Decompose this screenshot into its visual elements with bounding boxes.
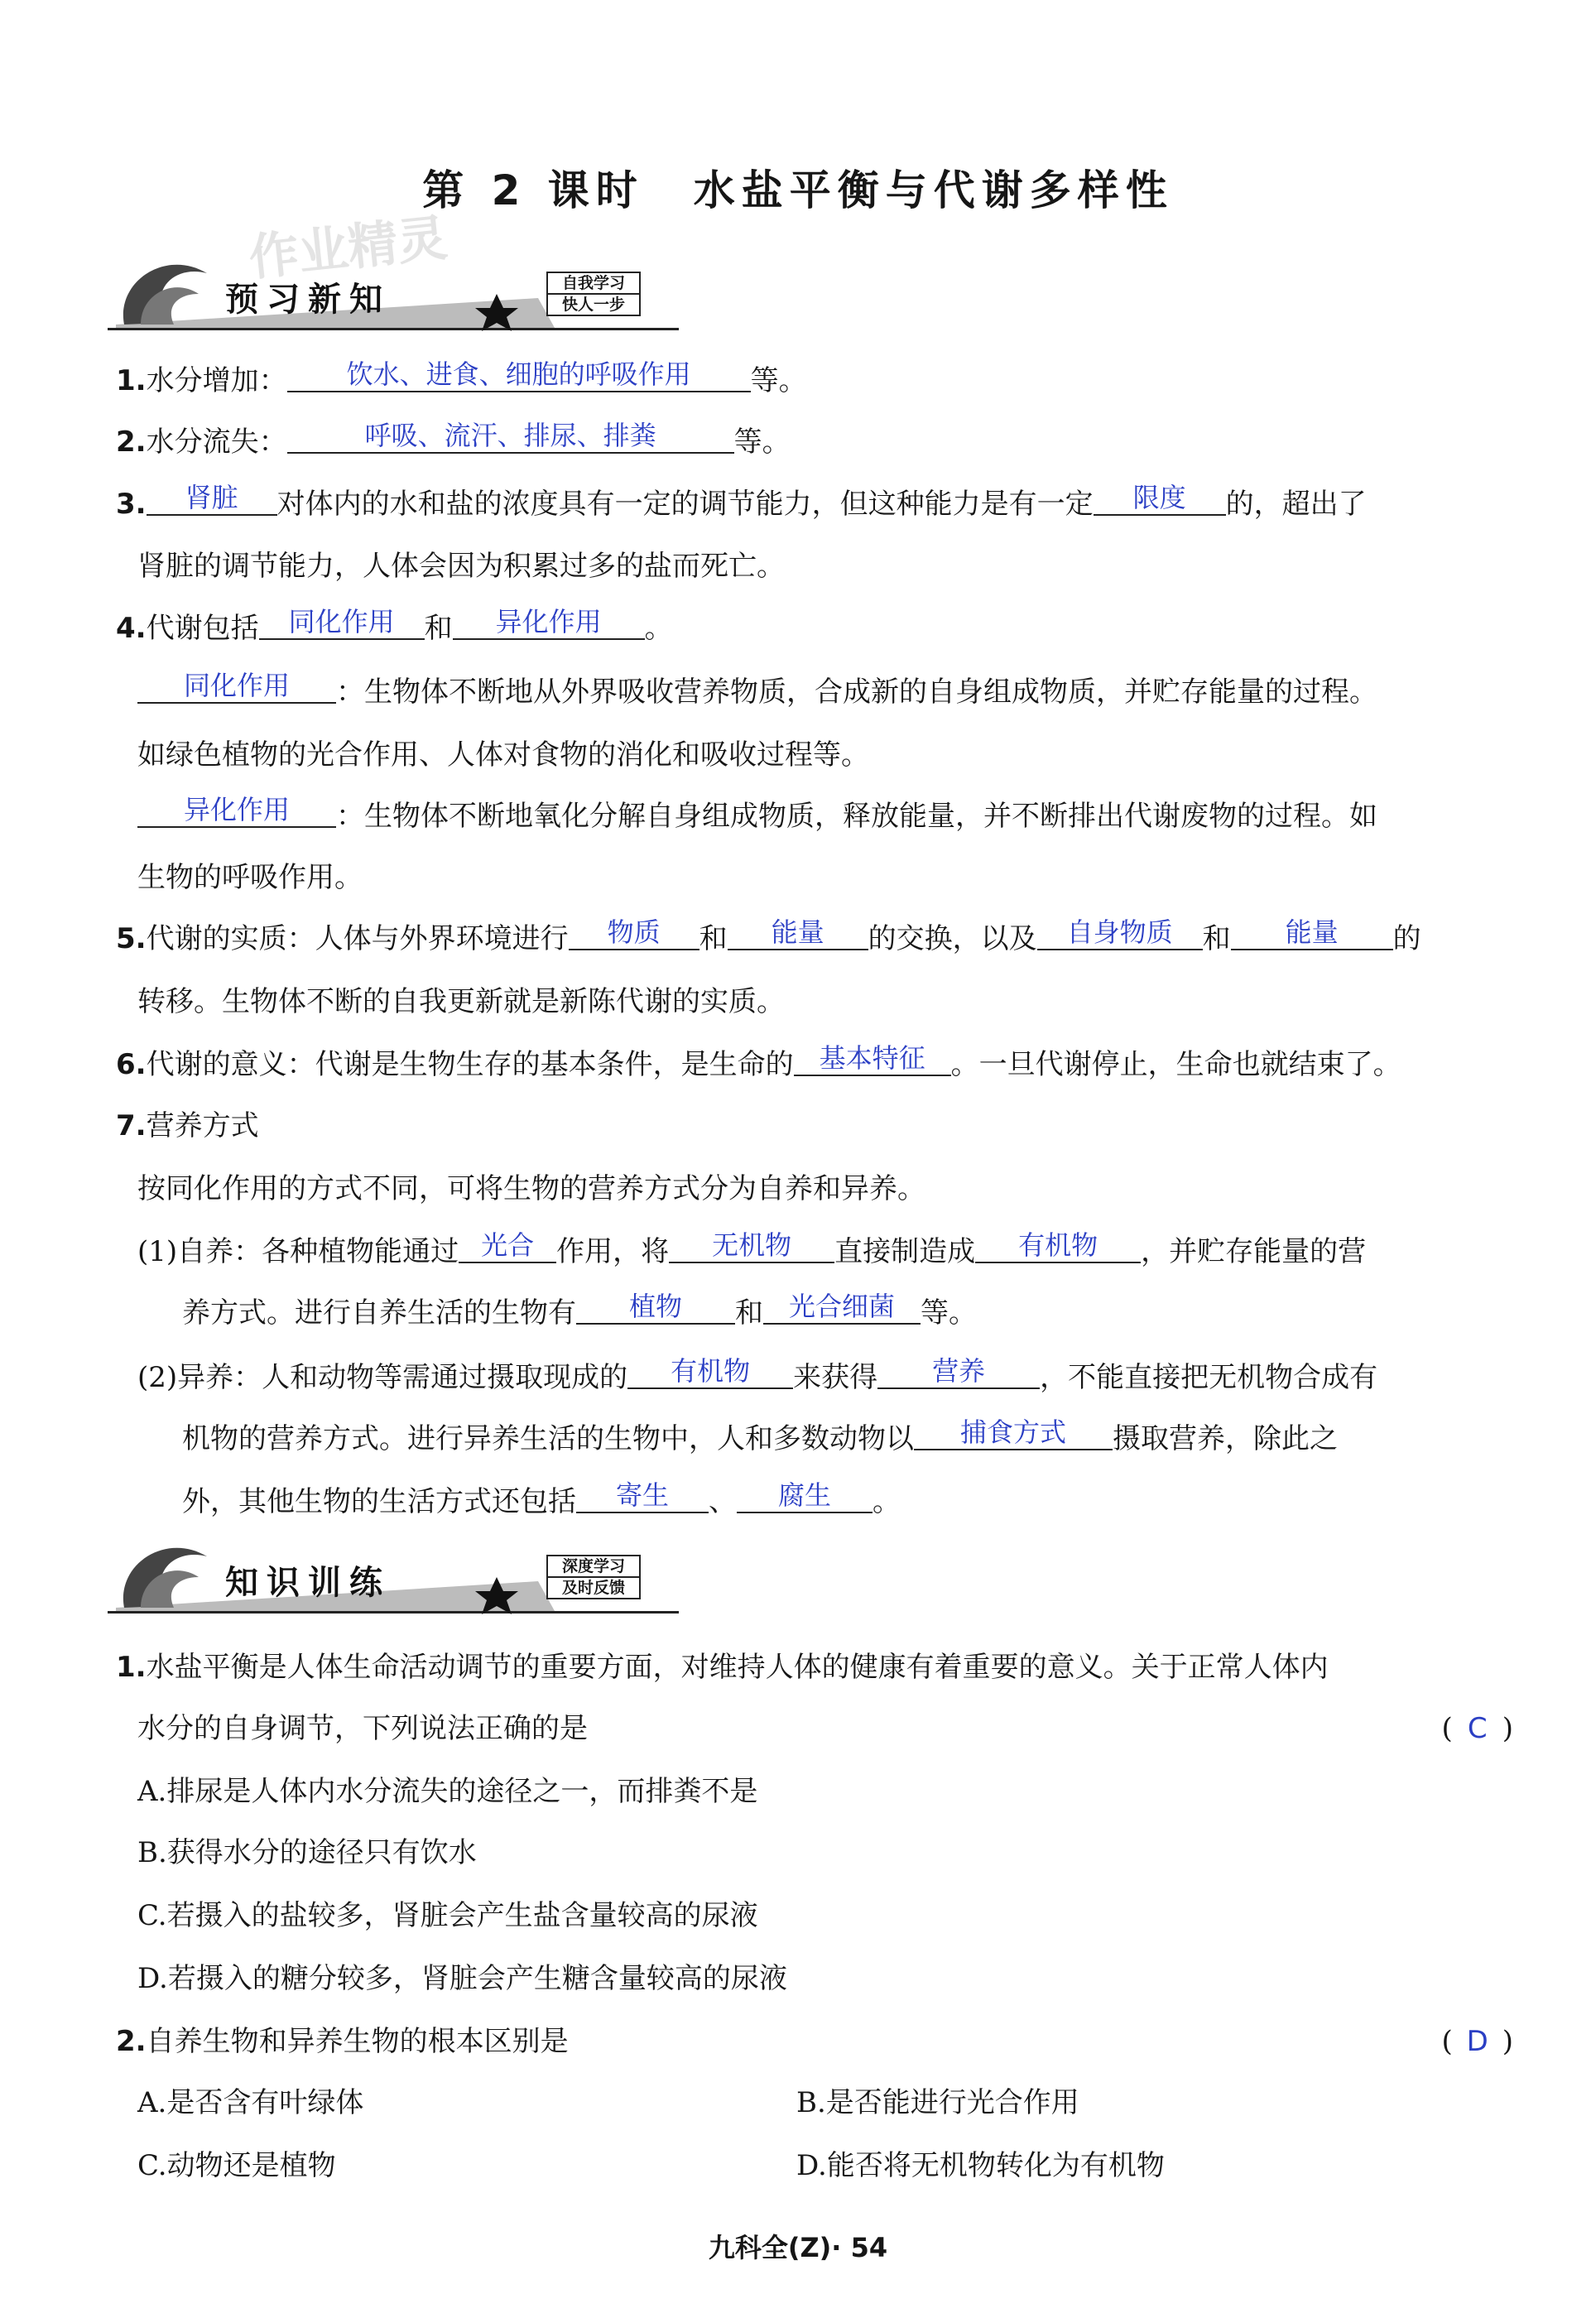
preview-q7-p1 [137,1229,1513,1272]
answer-blank: 能量 [728,916,868,950]
section-badge-preview [546,272,641,316]
preview-q7-p2-line2 [182,1416,1513,1459]
question-number: 7. [116,1109,147,1142]
question-number: 3. [116,488,147,521]
answer-blank: 物质 [569,916,699,950]
question-text: 。一旦代谢停止，生命也就结束了。 [950,1048,1401,1081]
footer-book: 九科全(Z)· [708,2232,842,2263]
preview-q4-def1 [137,672,1513,712]
preview-q7 [116,1106,1513,1146]
option-d: D.能否将无机物转化为有机物 [796,2149,1165,2182]
question-text: ，并贮存能量的营 [1141,1235,1367,1268]
question-text: 、 [709,1485,737,1518]
answer-bracket: ( D ) [1441,2022,1513,2061]
question-text: 和 [735,1296,763,1330]
answer-blank: 无机物 [669,1229,834,1263]
question-text: 。 [644,612,673,645]
question-text: 和 [699,922,728,955]
answer-blank: 植物 [576,1290,735,1325]
badge-line-1: 深度学习 [561,1557,625,1575]
option-b: B.获得水分的途径只有饮水 [137,1836,477,1869]
question-text: 。 [873,1485,901,1518]
question-text: 水分增加： [146,364,287,397]
answer-blank: 限度 [1094,481,1226,516]
question-text: 和 [424,612,453,645]
preview-q5-line2: 转移。生物体不断的自我更新就是新陈代谢的实质。 [137,985,785,1018]
training-q2 [116,2022,1513,2061]
question-text: 代谢的意义：代谢是生物生存的基本条件，是生命的 [146,1048,794,1081]
section-title-training: 知识训练 [225,1564,391,1602]
question-text: 营养方式 [146,1109,259,1142]
answer-blank: 呼吸、流汗、排尿、排粪 [287,419,734,454]
badge-line-2: 及时反馈 [548,1576,639,1598]
watermark: 作业精灵 [246,209,450,288]
answer-blank: 光合 [459,1229,556,1263]
question-text: 机物的营养方式。进行异养生活的生物中，人和多数动物以 [182,1422,914,1455]
question-text: 对体内的水和盐的浓度具有一定的调节能力，但这种能力是有一定 [276,488,1094,521]
question-text: 等。 [733,426,791,459]
answer-blank: 饮水、进食、细胞的呼吸作用 [287,358,751,392]
question-number: 1. [116,1651,147,1684]
question-text: 和 [1202,922,1231,955]
preview-q7-p2-line3 [182,1479,1513,1522]
answer-blank: 有机物 [627,1354,793,1389]
question-text: 来获得 [793,1361,878,1394]
question-text: 代谢包括 [146,612,259,645]
answer-blank: 光合细菌 [763,1290,921,1325]
option-d: D.若摄入的糖分较多，肾脏会产生糖含量较高的尿液 [137,1962,787,1995]
preview-q6 [116,1042,1513,1084]
preview-q3-line2: 肾脏的调节能力，人体会因为积累过多的盐而死亡。 [137,550,785,583]
answer-blank: 基本特征 [794,1041,951,1076]
preview-q1 [116,358,1513,401]
section-badge-training [546,1555,641,1599]
badge-line-2: 快人一步 [548,293,639,315]
question-number: 6. [116,1048,147,1081]
answer-blank: 腐生 [737,1479,873,1513]
option-b: B.是否能进行光合作用 [796,2086,1079,2119]
question-number: 2. [116,426,147,459]
option-c: C.动物还是植物 [137,2149,336,2182]
preview-q4-def1-line2: 如绿色植物的光合作用、人体对食物的消化和吸收过程等。 [137,738,869,772]
question-text: 直接制造成 [834,1235,976,1268]
preview-q4 [116,608,1513,648]
question-text: 外，其他生物的生活方式还包括 [182,1485,576,1518]
answer-blank: 肾脏 [147,481,277,516]
question-text: 水分流失： [146,426,287,459]
preview-q2 [116,422,1513,462]
answer-blank: 捕食方式 [914,1416,1113,1450]
page-title [0,157,1596,217]
answer-blank: 异化作用 [453,605,645,640]
question-text: (1)自养：各种植物能通过 [137,1235,459,1268]
question-text: 的，超出了 [1225,488,1367,521]
question-text: 作用，将 [556,1235,670,1268]
answer-blank: 能量 [1231,916,1393,950]
question-text: 等。 [750,364,807,397]
question-text: 等。 [921,1296,977,1330]
question-text: ：生物体不断地从外界吸收营养物质，合成新的自身组成物质，并贮存能量的过程。 [336,676,1377,709]
answer-blank: 寄生 [576,1479,709,1513]
answer-choice: C [1467,1712,1488,1745]
answer-blank: 同化作用 [259,605,425,640]
badge-line-1: 自我学习 [561,274,625,292]
option-c: C.若摄入的盐较多，肾脏会产生盐含量较高的尿液 [137,1899,758,1932]
preview-q4-def2-line2: 生物的呼吸作用。 [137,861,363,894]
question-text: 的 [1392,922,1421,955]
question-text: 代谢的实质：人体与外界环境进行 [146,922,569,955]
question-number: 2. [116,2025,147,2058]
question-text: ：生物体不断地氧化分解自身组成物质，释放能量，并不断排出代谢废物的过程。如 [336,800,1377,833]
page-footer [0,2227,1596,2265]
question-text: (2)异养：人和动物等需通过摄取现成的 [137,1361,628,1394]
question-text: ，不能直接把无机物合成有 [1040,1361,1378,1394]
answer-choice: D [1466,2025,1488,2058]
section-title-preview: 预习新知 [225,281,391,319]
training-q1 [116,1647,1513,1687]
answer-blank: 异化作用 [137,793,336,828]
preview-q3 [116,484,1513,524]
question-number: 5. [116,922,147,955]
answer-blank: 自身物质 [1037,916,1203,950]
option-a: A.是否含有叶绿体 [137,2086,364,2119]
question-text: 养方式。进行自养生活的生物有 [182,1296,576,1330]
preview-q7-p1-line2 [182,1293,1513,1333]
question-text: 自养生物和异养生物的根本区别是 [146,2025,569,2058]
preview-q4-def2 [137,796,1513,836]
title-topic: 水盐平衡与代谢多样性 [693,166,1174,214]
answer-blank: 同化作用 [137,669,336,704]
question-text: 水盐平衡是人体生命活动调节的重要方面，对维持人体的健康有着重要的意义。关于正常人体内 [146,1651,1329,1684]
question-number: 1. [116,364,147,397]
question-number: 4. [116,612,147,645]
answer-blank: 营养 [877,1354,1040,1389]
preview-q7-p2 [137,1355,1513,1397]
title-lesson: 第 2 课时 [422,166,644,214]
preview-q7-intro: 按同化作用的方式不同，可将生物的营养方式分为自养和异养。 [137,1172,925,1205]
preview-q5 [116,916,1513,959]
question-text: 的交换，以及 [868,922,1037,955]
answer-bracket: ( C ) [1441,1709,1513,1748]
answer-blank: 有机物 [975,1229,1141,1263]
question-text: 摄取营养，除此之 [1113,1422,1338,1455]
training-q1-line2: 水分的自身调节，下列说法正确的是 [137,1712,588,1745]
page-number: 54 [850,2232,888,2263]
option-a: A.排尿是人体内水分流失的途径之一，而排粪不是 [137,1775,758,1808]
